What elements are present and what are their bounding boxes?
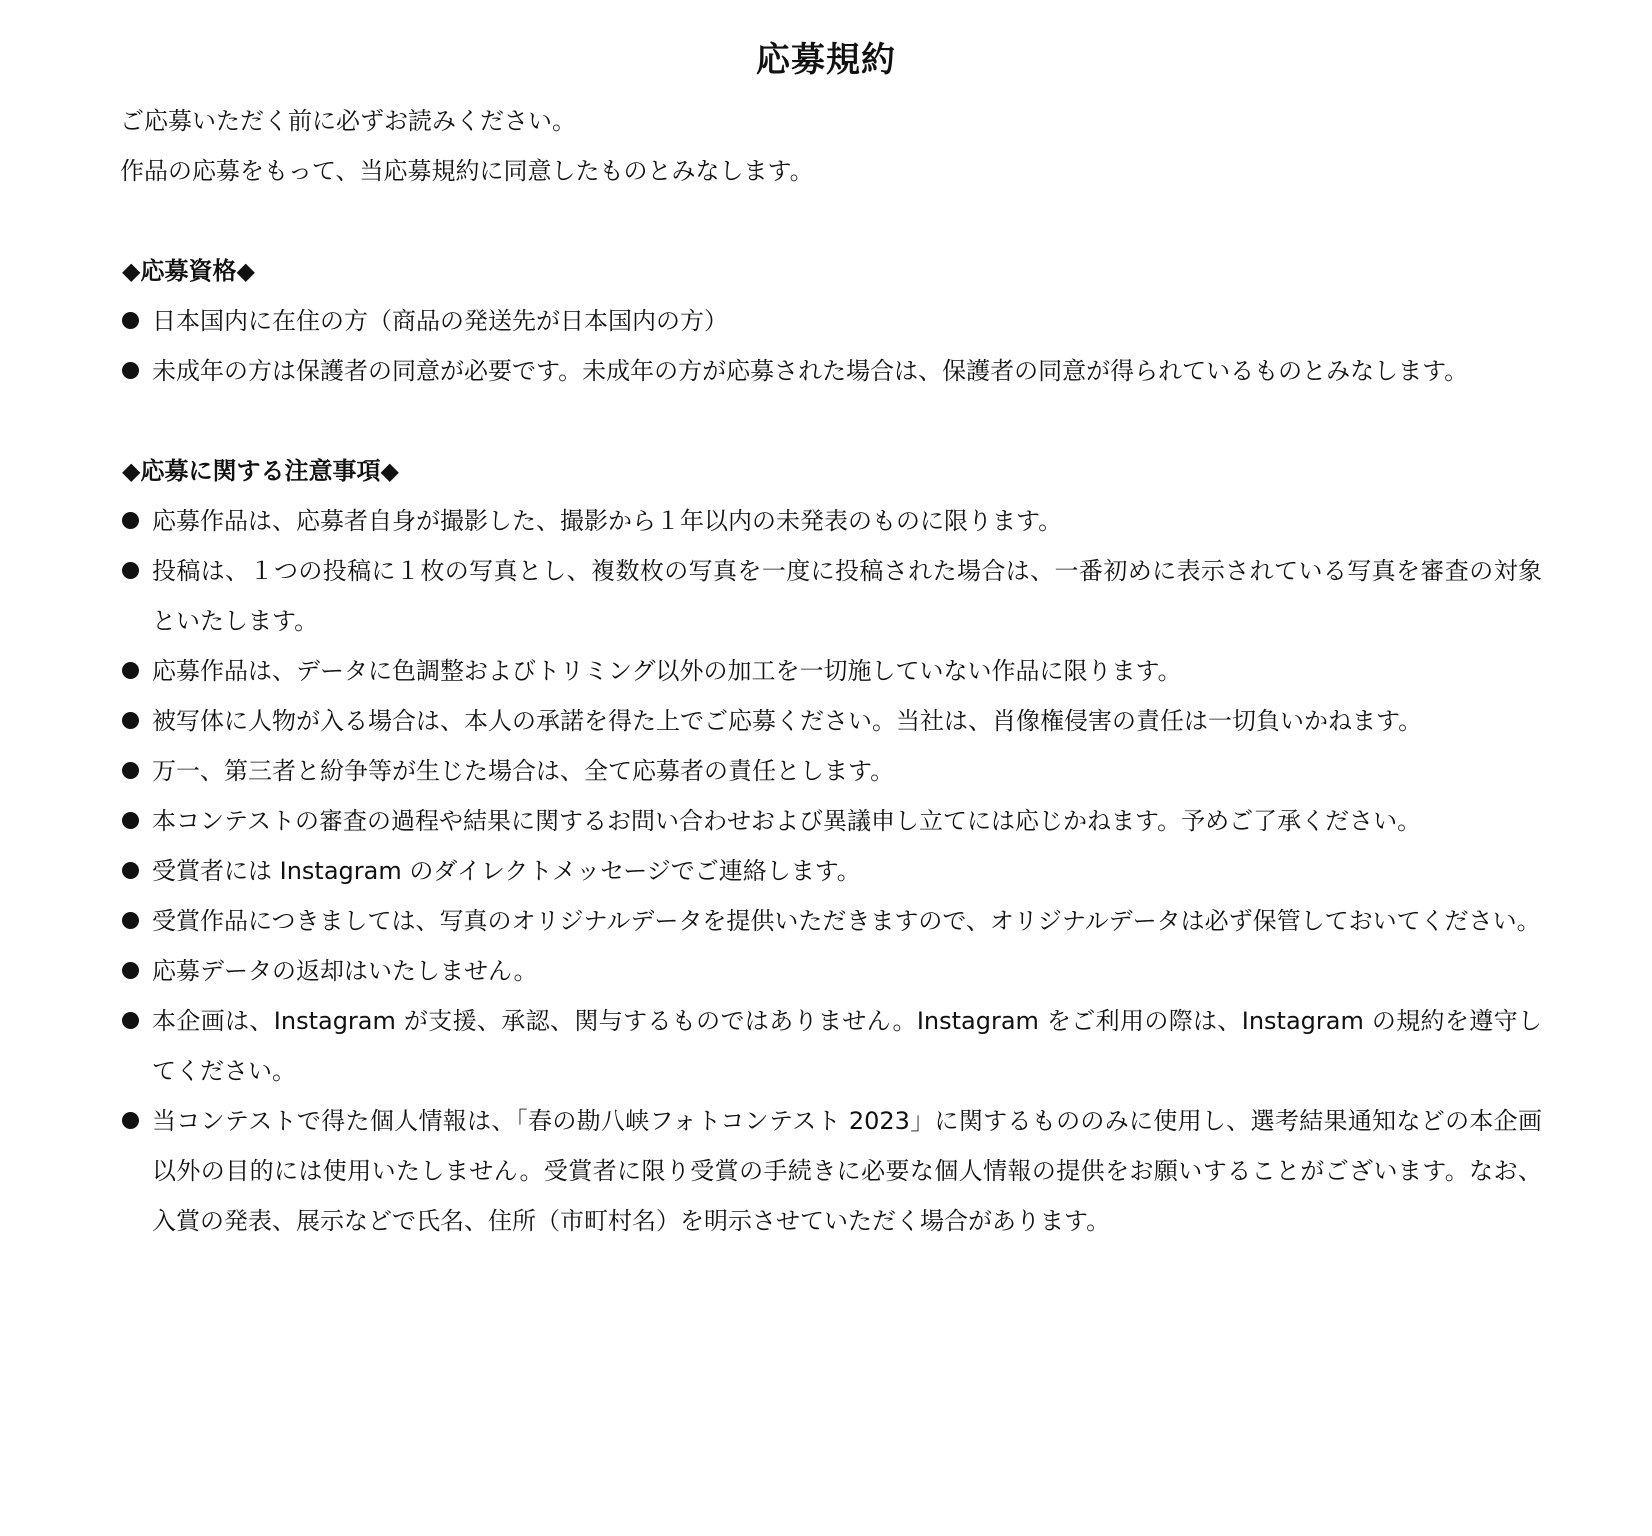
list-item [122,796,1542,846]
bullet-icon [122,312,139,329]
eligibility-list [122,296,1542,396]
section-heading: ◆応募に関する注意事項◆ [122,457,399,485]
bullet-icon [122,562,139,579]
list-item [122,296,1542,346]
bullet-icon [122,662,139,679]
list-item-text: 当コンテストで得た個人情報は、「春の勘八峡フォトコンテスト 2023」に関するもののみに使用し、選考結果通知などの本企画以外の目的には使用いたしません。受賞者に限り受賞の手続きに必要な個人情報の提供をお願いすることがございます。なお、入賞の発表、展示などで氏名、住所（市町村名）を明示させていただく場合があります。 [152,1107,1542,1235]
list-item-text: 本企画は、Instagram が支援、承認、関与するものではありません。Instagram をご利用の際は、Instagram の規約を遵守してください。 [152,1007,1542,1085]
notes-list [122,496,1542,1246]
bullet-icon [122,362,139,379]
list-item [122,546,1542,646]
bullet-icon [122,962,139,979]
bullet-icon [122,812,139,829]
section-heading: ◆応募資格◆ [122,257,255,285]
list-item-text: 日本国内に在住の方（商品の発送先が日本国内の方） [152,307,728,335]
bullet-icon [122,712,139,729]
list-item [122,896,1542,946]
list-item [122,646,1542,696]
bullet-icon [122,1012,139,1029]
list-item [122,696,1542,746]
list-item-text: 受賞者には Instagram のダイレクトメッセージでご連絡します。 [152,857,861,885]
bullet-icon [122,862,139,879]
list-item [122,496,1542,546]
page-title: 応募規約 [756,40,896,80]
list-item-text: 受賞作品につきましては、写真のオリジナルデータを提供いただきますので、オリジナルデータは必ず保管しておいてください。 [152,907,1541,935]
list-item-text: 応募作品は、データに色調整およびトリミング以外の加工を一切施していない作品に限ります。 [152,657,1182,685]
intro-text [120,96,1540,196]
list-item [122,746,1542,796]
list-item [122,1096,1542,1246]
list-item [122,946,1542,996]
list-item-text: 被写体に人物が入る場合は、本人の承諾を得た上でご応募ください。当社は、肖像権侵害の責任は一切負いかねます。 [152,707,1423,735]
list-item [122,346,1542,396]
list-item-text: 応募データの返却はいたしません。 [152,957,538,985]
bullet-icon [122,512,139,529]
bullet-icon [122,1112,139,1129]
list-item-text: 万一、第三者と紛争等が生じた場合は、全て応募者の責任とします。 [152,757,895,785]
intro-line: 作品の応募をもって、当応募規約に同意したものとみなします。 [120,157,814,185]
eligibility-section [122,246,1542,396]
list-item-text: 応募作品は、応募者自身が撮影した、撮影から１年以内の未発表のものに限ります。 [152,507,1063,535]
list-item [122,996,1542,1096]
list-item-text: 投稿は、１つの投稿に１枚の写真とし、複数枚の写真を一度に投稿された場合は、一番初めに表示されている写真を審査の対象といたします。 [152,557,1542,635]
notes-section [122,446,1542,1246]
intro-line: ご応募いただく前に必ずお読みください。 [120,107,576,135]
list-item [122,846,1542,896]
list-item-text: 未成年の方は保護者の同意が必要です。未成年の方が応募された場合は、保護者の同意が得られているものとみなします。 [152,357,1469,385]
list-item-text: 本コンテストの審査の過程や結果に関するお問い合わせおよび異議申し立てには応じかねます。予めご了承ください。 [152,807,1422,835]
bullet-icon [122,912,139,929]
bullet-icon [122,762,139,779]
